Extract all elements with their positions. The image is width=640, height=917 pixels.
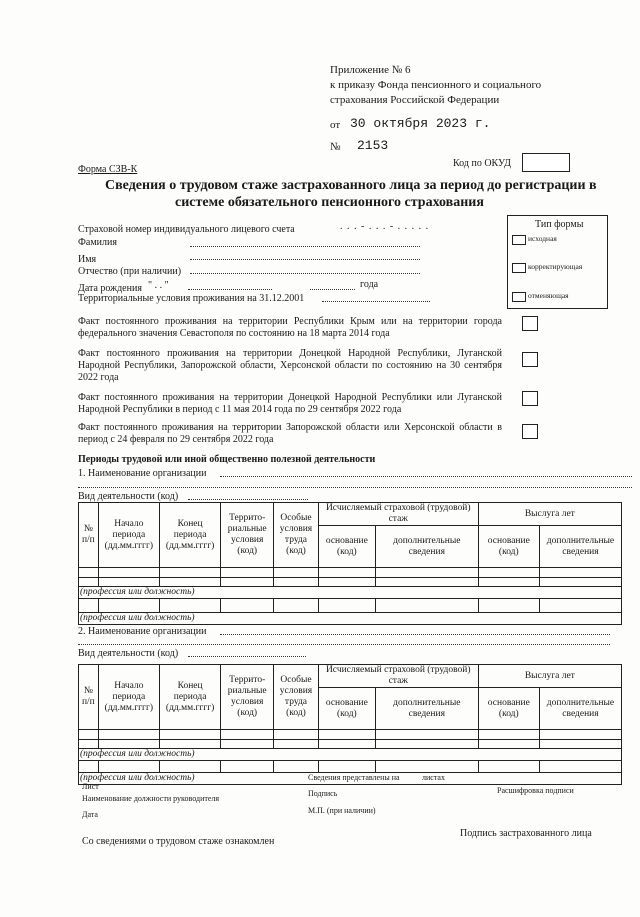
periods-heading: Периоды трудовой или иной общественно полезной деятельности	[78, 454, 376, 465]
form-type-corrective-checkbox[interactable]	[512, 263, 526, 273]
insured-signature-label: Подпись застрахованного лица	[460, 828, 592, 839]
birth-label: Дата рождения	[78, 283, 142, 294]
surname-label: Фамилия	[78, 237, 117, 248]
surname-field[interactable]	[190, 246, 420, 247]
form-type-cancel-label: отменяющая	[528, 291, 569, 300]
col-insurance-extra: дополнительные сведения	[375, 688, 478, 730]
org2-activity-label: Вид деятельности (код)	[78, 648, 179, 659]
col-insurance: Исчисляемый страховой (трудовой) стаж	[318, 503, 478, 526]
sheets-label: листах	[422, 773, 445, 782]
profession-row[interactable]: (профессия или должность)	[79, 773, 622, 785]
submitted-label: Сведения представлены на	[308, 773, 400, 782]
periods-table-2	[78, 664, 622, 785]
form-type-cancel-checkbox[interactable]	[512, 292, 526, 302]
birth-month-field[interactable]	[188, 289, 272, 290]
org1-activity-label: Вид деятельности (код)	[78, 491, 179, 502]
col-terr: Террито-риальные условия (код)	[221, 665, 274, 730]
col-seniority-basis: основание (код)	[478, 688, 539, 730]
signature-decode-label: Расшифровка подписи	[497, 786, 574, 795]
fact-new-regions-checkbox[interactable]	[522, 352, 538, 367]
col-insurance-basis: основание (код)	[318, 526, 375, 568]
col-start: Начало периода (дд.мм.гггг)	[98, 665, 159, 730]
fact-dnr-lnr-checkbox[interactable]	[522, 391, 538, 406]
number-label: №	[330, 141, 341, 153]
col-seniority-basis: основание (код)	[478, 526, 539, 568]
patronymic-label: Отчество (при наличии)	[78, 266, 182, 277]
org1-activity-field[interactable]	[188, 499, 308, 500]
date-label: Дата	[82, 810, 98, 819]
form-type-initial-label: исходная	[528, 234, 557, 243]
org2-name-field[interactable]	[220, 634, 610, 635]
year-label: года	[360, 279, 379, 290]
territory-label: Территориальные условия проживания на 31.12.2001	[78, 293, 305, 304]
form-title-line-1: Сведения о трудовом стаже застрахованного лица за период до регистрации в	[105, 178, 597, 193]
fact-crimea-checkbox[interactable]	[522, 316, 538, 331]
patronymic-field[interactable]	[190, 273, 420, 274]
snils-label: Страховой номер индивидуального лицевого счета	[78, 224, 295, 235]
okud-label: Код по ОКУД	[453, 158, 511, 169]
col-num: № п/п	[79, 665, 99, 730]
org1-name-field-line2[interactable]	[78, 487, 632, 488]
form-type-corrective-label: корректирующая	[528, 262, 583, 271]
appendix-title: Приложение № 6	[330, 64, 411, 76]
name-label: Имя	[78, 254, 97, 265]
order-line-2: страхования Российской Федерации	[330, 94, 500, 106]
profession-row[interactable]: (профессия или должность)	[79, 613, 622, 625]
col-seniority: Выслуга лет	[478, 665, 621, 688]
periods-table-1	[78, 502, 622, 625]
col-insurance-basis: основание (код)	[318, 688, 375, 730]
col-insurance: Исчисляемый страховой (трудовой) стаж	[318, 665, 478, 688]
col-insurance-extra: дополнительные сведения	[375, 526, 478, 568]
col-seniority-extra: дополнительные сведения	[539, 526, 621, 568]
acquainted-label: Со сведениями о трудовом стаже ознакомлен	[82, 836, 275, 847]
fact-new-regions: Факт постоянного проживания на территории Донецкой Народной Республики, Луганской Народной Республики, Запорожской области, Херсонской области по состоянию на 30 сентября 2022 года	[78, 348, 502, 383]
col-start: Начало периода (дд.мм.гггг)	[98, 503, 159, 568]
territory-field[interactable]	[322, 301, 430, 302]
col-end: Конец периода (дд.мм.гггг)	[159, 503, 220, 568]
org1-name-field[interactable]	[220, 476, 632, 477]
col-seniority: Выслуга лет	[478, 503, 621, 526]
org1-label: 1. Наименование организации	[78, 468, 207, 479]
form-type-title: Тип формы	[535, 219, 584, 230]
order-number: 2153	[357, 138, 389, 153]
org2-name-field-line2[interactable]	[78, 644, 610, 645]
sheet-label: Лист	[82, 782, 99, 791]
name-field[interactable]	[190, 259, 420, 260]
org2-activity-field[interactable]	[188, 656, 306, 657]
birth-day-field[interactable]: " . . "	[148, 280, 169, 291]
org2-label: 2. Наименование организации	[78, 626, 207, 637]
snils-field[interactable]: . . . - . . . - . . . . .	[340, 221, 430, 232]
profession-row[interactable]: (профессия или должность)	[79, 749, 622, 761]
stamp-label: М.П. (при наличии)	[308, 806, 376, 815]
profession-row[interactable]: (профессия или должность)	[79, 587, 622, 599]
signature-label: Подпись	[308, 789, 338, 798]
order-line-1: к приказу Фонда пенсионного и социального	[330, 79, 542, 91]
birth-year-field[interactable]	[310, 289, 355, 290]
from-label: от	[330, 119, 341, 131]
col-seniority-extra: дополнительные сведения	[539, 688, 621, 730]
col-end: Конец периода (дд.мм.гггг)	[159, 665, 220, 730]
form-code: Форма СЗВ-К	[78, 164, 138, 175]
form-type-box	[507, 215, 608, 309]
col-terr: Террито-риальные условия (код)	[221, 503, 274, 568]
fact-crimea: Факт постоянного проживания на территории Республики Крым или на территории города федерального значения Севастополя по состоянию на 18 марта 2014 года	[78, 316, 502, 339]
fact-zaporozhye-kherson-checkbox[interactable]	[522, 424, 538, 439]
okud-field[interactable]	[522, 153, 570, 172]
form-type-initial-checkbox[interactable]	[512, 235, 526, 245]
fact-dnr-lnr: Факт постоянного проживания на территории Донецкой Народной Республики или Луганской Народной Республики в период с 11 мая 2014 года по 29 сентября 2022 года	[78, 392, 502, 415]
order-date: 30 октября 2023 г.	[350, 116, 491, 131]
col-num: № п/п	[79, 503, 99, 568]
col-special: Особые условия труда (код)	[274, 503, 319, 568]
fact-zaporozhye-kherson: Факт постоянного проживания на территории Запорожской области или Херсонской области в период с 24 февраля по 29 сентября 2022 года	[78, 422, 502, 445]
col-special: Особые условия труда (код)	[274, 665, 319, 730]
head-position-label: Наименование должности руководителя	[82, 794, 220, 803]
form-title-line-2: системе обязательного пенсионного страхования	[175, 195, 484, 210]
